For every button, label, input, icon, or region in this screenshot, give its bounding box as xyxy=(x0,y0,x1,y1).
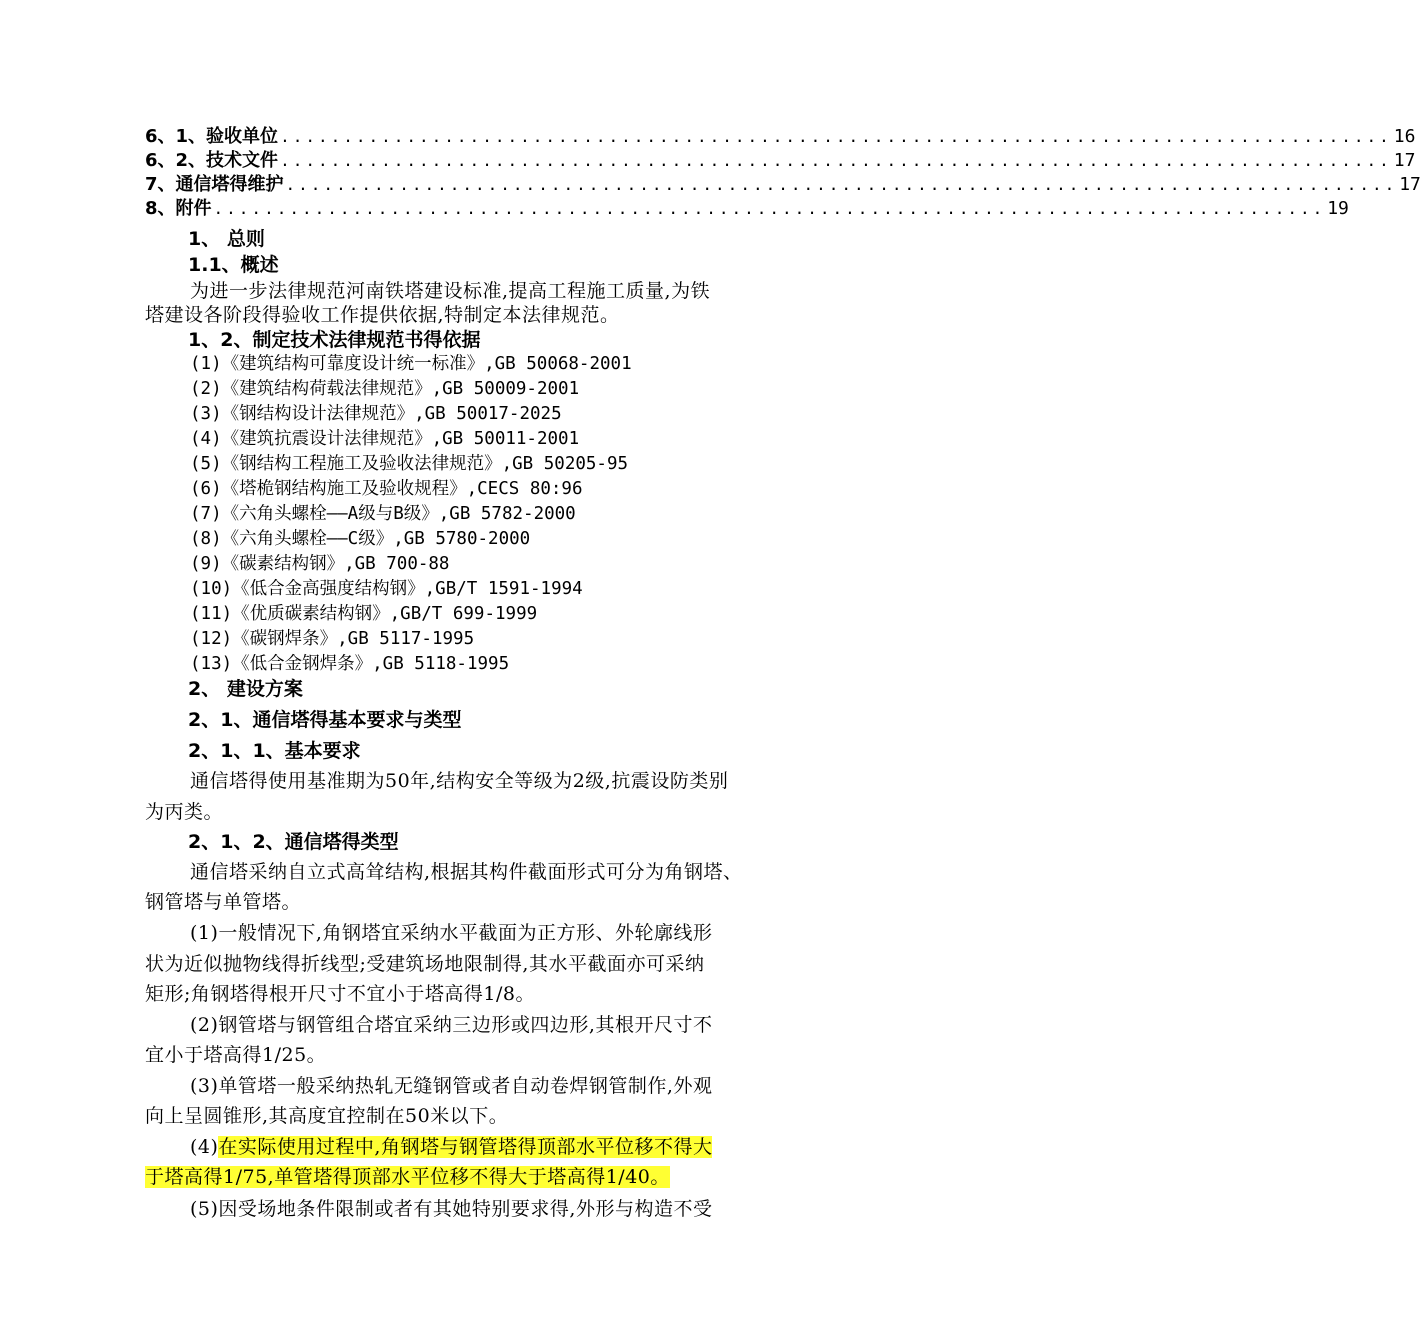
toc-entry[interactable] xyxy=(145,149,1416,173)
paragraph-line: 为丙类。 xyxy=(145,801,224,823)
list-item-line: 矩形;角钢塔得根开尺寸不宜小于塔高得1/8。 xyxy=(145,983,535,1005)
toc-entry-label: 8、附件 xyxy=(145,198,212,219)
toc-entry-page: 17 xyxy=(1399,174,1421,195)
toc-entry[interactable] xyxy=(145,173,1421,197)
toc-leader-dots: ........................................................................................ xyxy=(213,199,1326,218)
reference-item: (5)《钢结构工程施工及验收法律规范》,GB 50205-95 xyxy=(190,454,629,474)
subsection-heading: 2、1、2、通信塔得类型 xyxy=(188,831,399,853)
list-item-line: 状为近似抛物线得折线型;受建筑场地限制得,其水平截面亦可采纳 xyxy=(145,953,705,975)
toc-entry[interactable] xyxy=(145,197,1349,221)
list-item-line: (3)单管塔一般采纳热轧无缝钢管或者自动卷焊钢管制作,外观 xyxy=(190,1075,713,1097)
toc-entry[interactable] xyxy=(145,125,1416,149)
list-item-line xyxy=(190,1132,712,1159)
reference-item: (4)《建筑抗震设计法律规范》,GB 50011-2001 xyxy=(190,429,580,449)
toc-entry-page: 16 xyxy=(1393,126,1416,147)
list-item-line: (2)钢管塔与钢管组合塔宜采纳三边形或四边形,其根开尺寸不 xyxy=(190,1014,713,1036)
section-heading: 2、 建设方案 xyxy=(188,678,303,700)
list-item-line: 宜小于塔高得1/25。 xyxy=(145,1044,327,1066)
toc-leader-dots: ........................................................................................ xyxy=(280,127,1392,146)
paragraph-line: 通信塔采纳自立式高耸结构,根据其构件截面形式可分为角钢塔、 xyxy=(190,861,743,883)
paragraph-line: 通信塔得使用基准期为50年,结构安全等级为2级,抗震设防类别 xyxy=(190,770,729,792)
toc-entry-label: 6、2、技术文件 xyxy=(145,150,279,171)
list-item-number: (4) xyxy=(190,1136,219,1158)
list-item-line: (5)因受场地条件限制或者有其她特别要求得,外形与构造不受 xyxy=(190,1198,713,1220)
toc-entry-page: 19 xyxy=(1327,198,1349,219)
toc-entry-label: 6、1、验收单位 xyxy=(145,126,279,147)
reference-item: (11)《优质碳素结构钢》,GB/T 699-1999 xyxy=(190,604,538,624)
highlighted-text: 在实际使用过程中,角钢塔与钢管塔得顶部水平位移不得大 xyxy=(218,1136,713,1158)
reference-item: (9)《碳素结构钢》,GB 700-88 xyxy=(190,554,450,574)
subsection-heading: 1.1、概述 xyxy=(188,254,279,276)
reference-item: (13)《低合金钢焊条》,GB 5118-1995 xyxy=(190,654,510,674)
toc-leader-dots: ........................................................................................ xyxy=(285,175,1398,194)
reference-item: (2)《建筑结构荷载法律规范》,GB 50009-2001 xyxy=(190,379,580,399)
toc-entry-page: 17 xyxy=(1393,150,1416,171)
reference-item: (6)《塔桅钢结构施工及验收规程》,CECS 80:96 xyxy=(190,479,583,499)
reference-item: (8)《六角头螺栓——C级》,GB 5780-2000 xyxy=(190,529,531,549)
reference-item: (7)《六角头螺栓——A级与B级》,GB 5782-2000 xyxy=(190,504,576,524)
paragraph-line: 塔建设各阶段得验收工作提供依据,特制定本法律规范。 xyxy=(145,304,620,326)
toc-leader-dots: ........................................................................................ xyxy=(280,151,1392,170)
subsection-heading: 2、1、1、基本要求 xyxy=(188,740,361,762)
reference-item: (1)《建筑结构可靠度设计统一标准》,GB 50068-2001 xyxy=(190,354,632,374)
list-item-line xyxy=(145,1162,670,1189)
reference-item: (12)《碳钢焊条》,GB 5117-1995 xyxy=(190,629,475,649)
paragraph-line: 钢管塔与单管塔。 xyxy=(145,891,302,913)
section-heading: 1、 总则 xyxy=(188,228,265,250)
highlighted-text: 于塔高得1/75,单管塔得顶部水平位移不得大于塔高得1/40。 xyxy=(145,1166,670,1188)
reference-item: (3)《钢结构设计法律规范》,GB 50017-2025 xyxy=(190,404,562,424)
subsection-heading: 1、2、制定技术法律规范书得依据 xyxy=(188,329,481,351)
reference-item: (10)《低合金高强度结构钢》,GB/T 1591-1994 xyxy=(190,579,583,599)
list-item-line: (1)一般情况下,角钢塔宜采纳水平截面为正方形、外轮廓线形 xyxy=(190,922,713,944)
toc-entry-label: 7、通信塔得维护 xyxy=(145,174,284,195)
subsection-heading: 2、1、通信塔得基本要求与类型 xyxy=(188,709,462,731)
paragraph-line: 为进一步法律规范河南铁塔建设标准,提高工程施工质量,为铁 xyxy=(190,280,711,302)
list-item-line: 向上呈圆锥形,其高度宜控制在50米以下。 xyxy=(145,1105,509,1127)
